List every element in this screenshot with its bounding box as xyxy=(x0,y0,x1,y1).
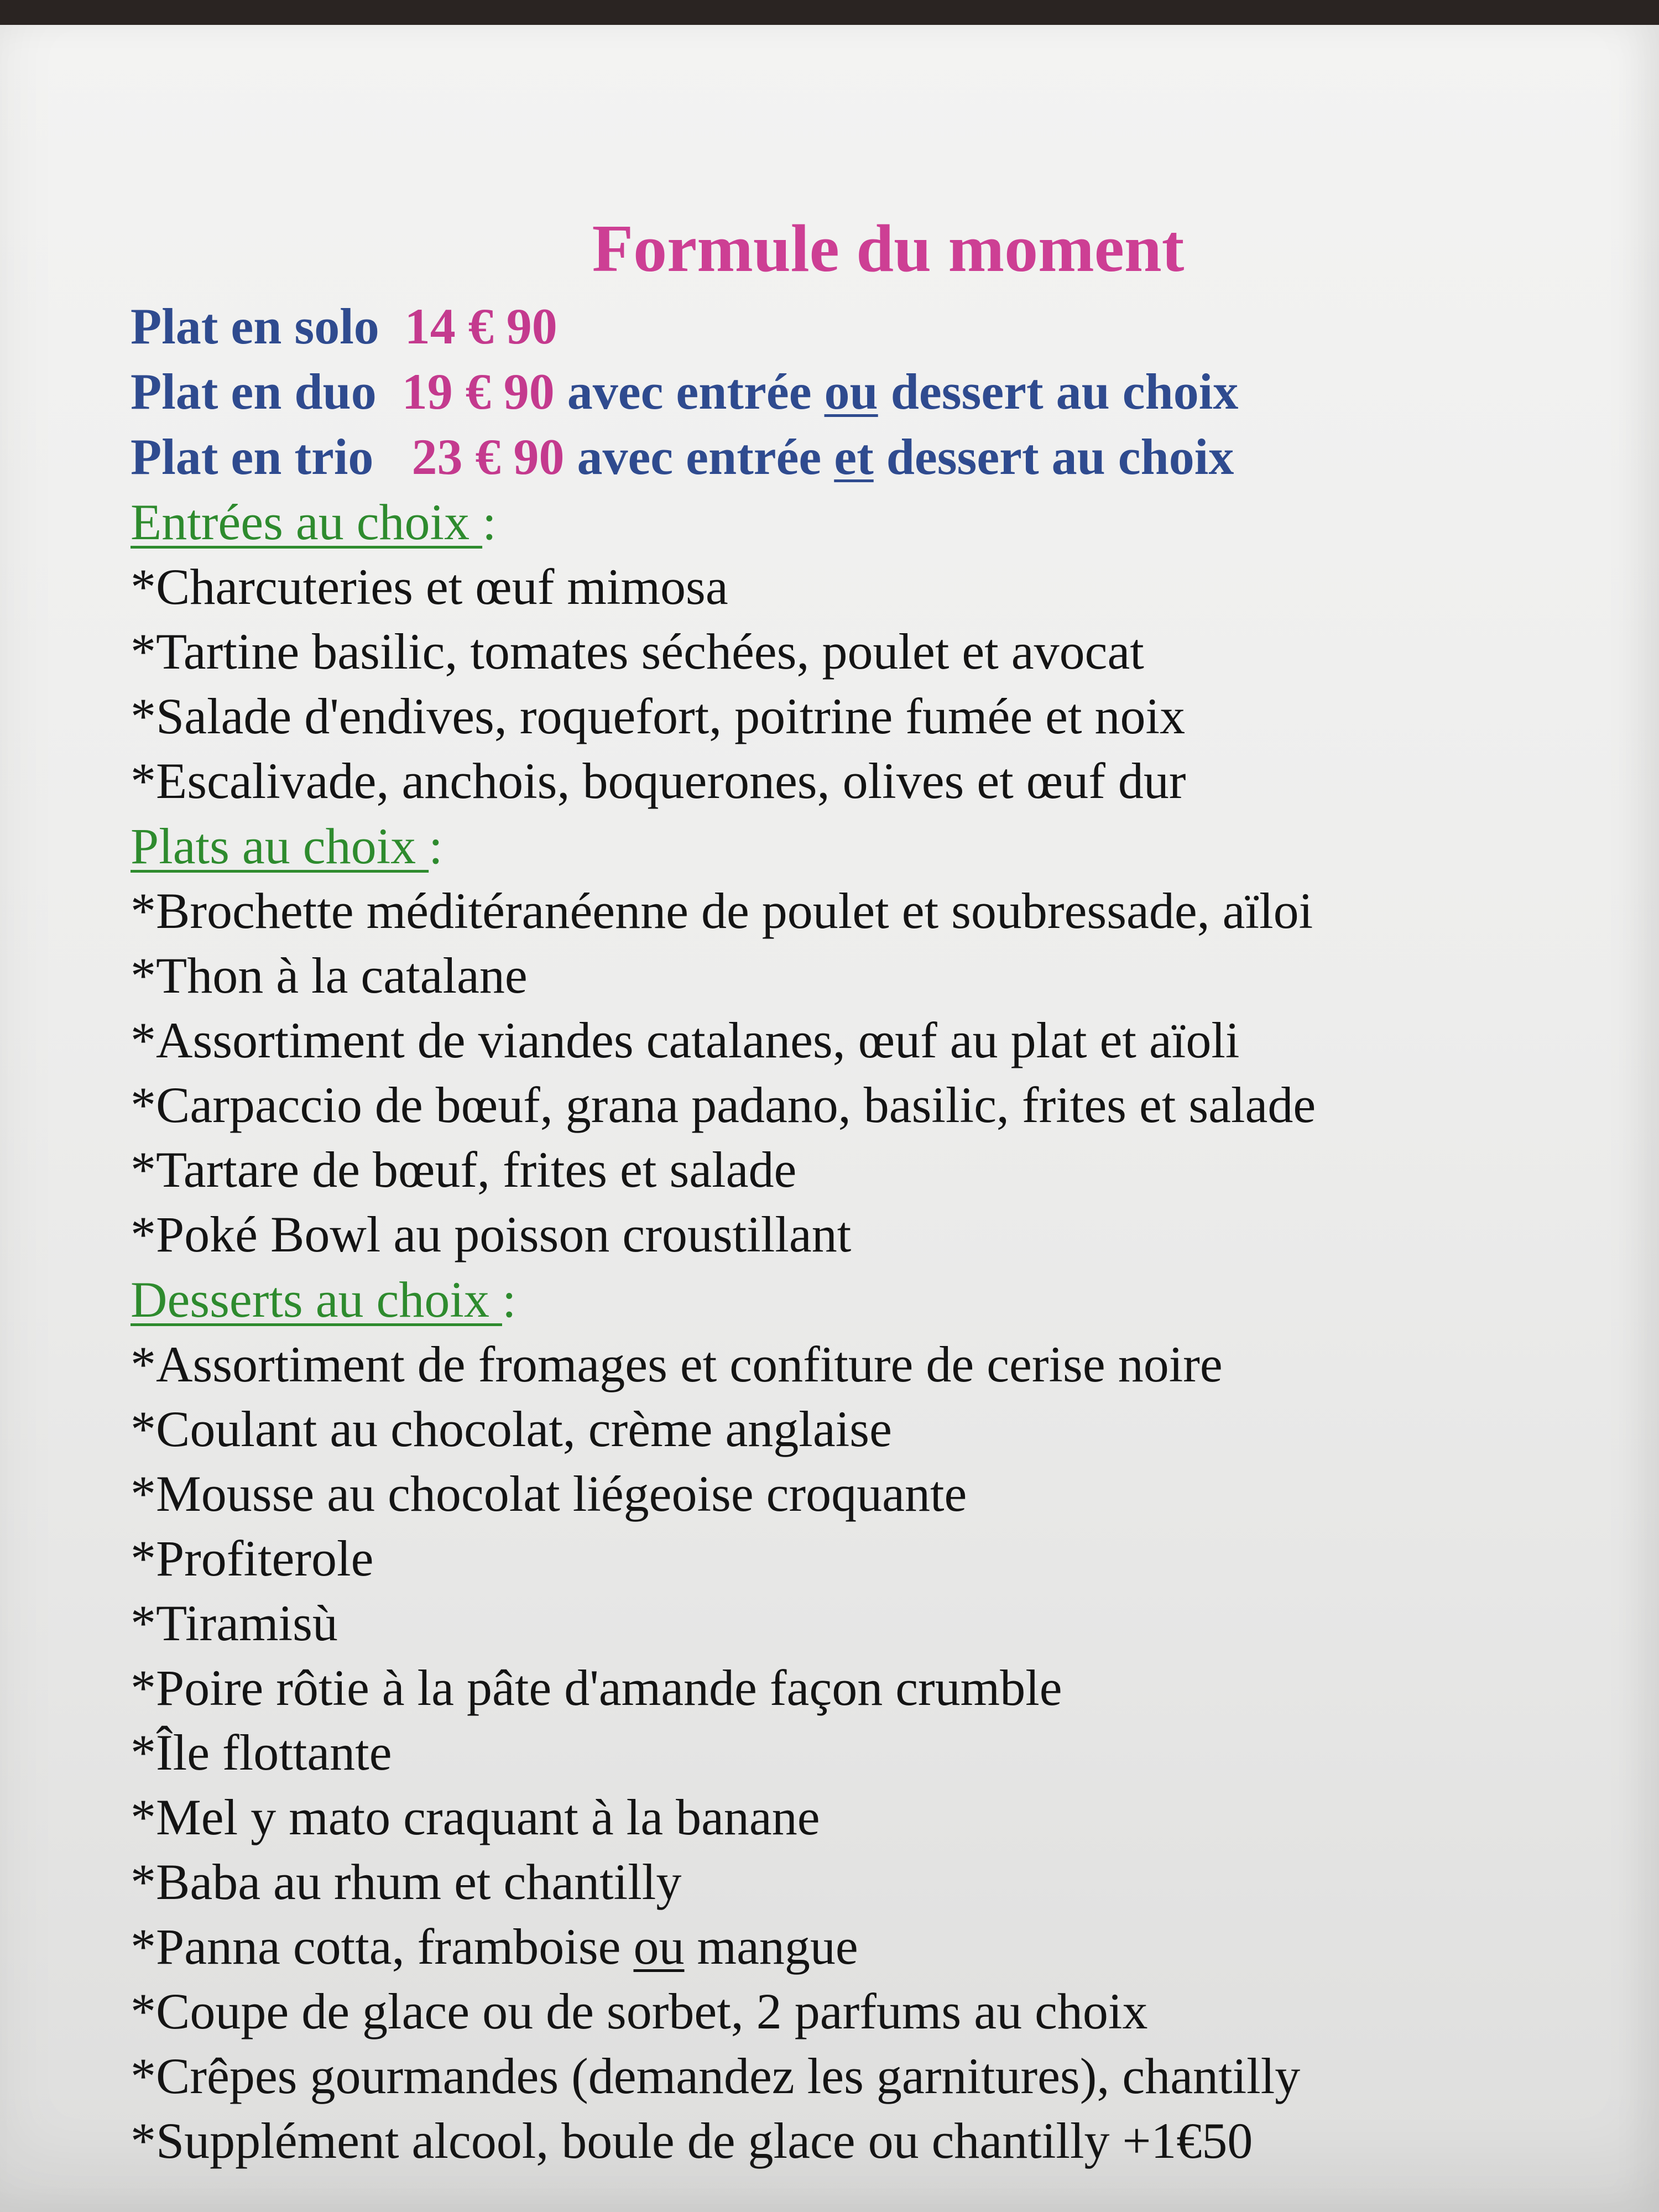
list-item: *Mousse au chocolat liégeoise croquante xyxy=(131,1465,967,1522)
formula-trio xyxy=(131,424,1590,489)
formula-desc-emphasis: et xyxy=(834,429,874,485)
section-heading-colon: : xyxy=(429,818,443,874)
list-item: *Poire rôtie à la pâte d'amande façon crumble xyxy=(131,1660,1062,1716)
formula-name: Plat en duo xyxy=(131,363,377,420)
list-item: *Profiterole xyxy=(131,1530,374,1587)
list-item: *Baba au rhum et chantilly xyxy=(131,1854,682,1910)
formula-duo xyxy=(131,359,1590,424)
list-item: *Brochette méditéranéenne de poulet et soubressade, aïloi xyxy=(131,883,1313,939)
list-item: *Tartine basilic, tomates séchées, poulet et avocat xyxy=(131,623,1144,680)
list-item: *Île flottante xyxy=(131,1724,392,1781)
list-desserts xyxy=(131,1332,1590,2173)
list-entrees xyxy=(131,555,1590,813)
section-heading-colon: : xyxy=(482,494,497,550)
list-item: *Coupe de glace ou de sorbet, 2 parfums au choix xyxy=(131,1983,1148,2039)
formula-price: 19 € 90 xyxy=(401,363,555,420)
formula-desc-emphasis: ou xyxy=(824,363,878,420)
list-item: *Escalivade, anchois, boquerones, olives et œuf dur xyxy=(131,753,1186,809)
formula-name: Plat en solo xyxy=(131,298,379,354)
list-item: *Coulant au chocolat, crème anglaise xyxy=(131,1401,892,1457)
list-item: *Thon à la catalane xyxy=(131,947,528,1004)
formula-desc-post: dessert au choix xyxy=(878,363,1239,420)
section-heading-label: Entrées au choix xyxy=(131,494,483,550)
formula-solo xyxy=(131,294,1590,359)
menu-content xyxy=(131,207,1590,2173)
section-heading-plats xyxy=(131,813,1590,879)
section-heading-entrees xyxy=(131,489,1590,555)
list-item: *Salade d'endives, roquefort, poitrine fumée et noix xyxy=(131,688,1186,744)
formula-desc-pre: avec entrée xyxy=(564,429,834,485)
formula-price: 14 € 90 xyxy=(404,298,557,354)
list-item xyxy=(131,1914,1590,1979)
list-item-post: mangue xyxy=(684,1918,858,1975)
list-item-pre: *Panna cotta, framboise xyxy=(131,1918,634,1975)
menu-sheet xyxy=(0,25,1659,2212)
list-item: *Assortiment de viandes catalanes, œuf au plat et aïoli xyxy=(131,1012,1240,1068)
section-heading-colon: : xyxy=(502,1271,517,1328)
section-heading-desserts xyxy=(131,1267,1590,1332)
list-item: *Assortiment de fromages et confiture de cerise noire xyxy=(131,1336,1223,1392)
list-item: *Carpaccio de bœuf, grana padano, basilic, frites et salade xyxy=(131,1077,1316,1133)
formula-desc-post: dessert au choix xyxy=(873,429,1234,485)
section-heading-label: Plats au choix xyxy=(131,818,429,874)
list-item: *Mel y mato craquant à la banane xyxy=(131,1789,820,1845)
list-plats xyxy=(131,879,1590,1267)
page-title: Formule du moment xyxy=(592,211,1185,286)
formula-desc-pre: avec entrée xyxy=(554,363,825,420)
list-item: *Poké Bowl au poisson croustillant xyxy=(131,1206,852,1262)
list-item: *Supplément alcool, boule de glace ou chantilly +1€50 xyxy=(131,2112,1253,2169)
list-item: *Crêpes gourmandes (demandez les garnitures), chantilly xyxy=(131,2048,1301,2104)
list-item-emphasis: ou xyxy=(633,1918,685,1975)
list-item: *Charcuteries et œuf mimosa xyxy=(131,559,728,615)
formula-name: Plat en trio xyxy=(131,429,374,485)
section-heading-label: Desserts au choix xyxy=(131,1271,502,1328)
list-item: *Tiramisù xyxy=(131,1595,338,1651)
formula-price: 23 € 90 xyxy=(411,429,565,485)
list-item: *Tartare de bœuf, frites et salade xyxy=(131,1141,797,1198)
